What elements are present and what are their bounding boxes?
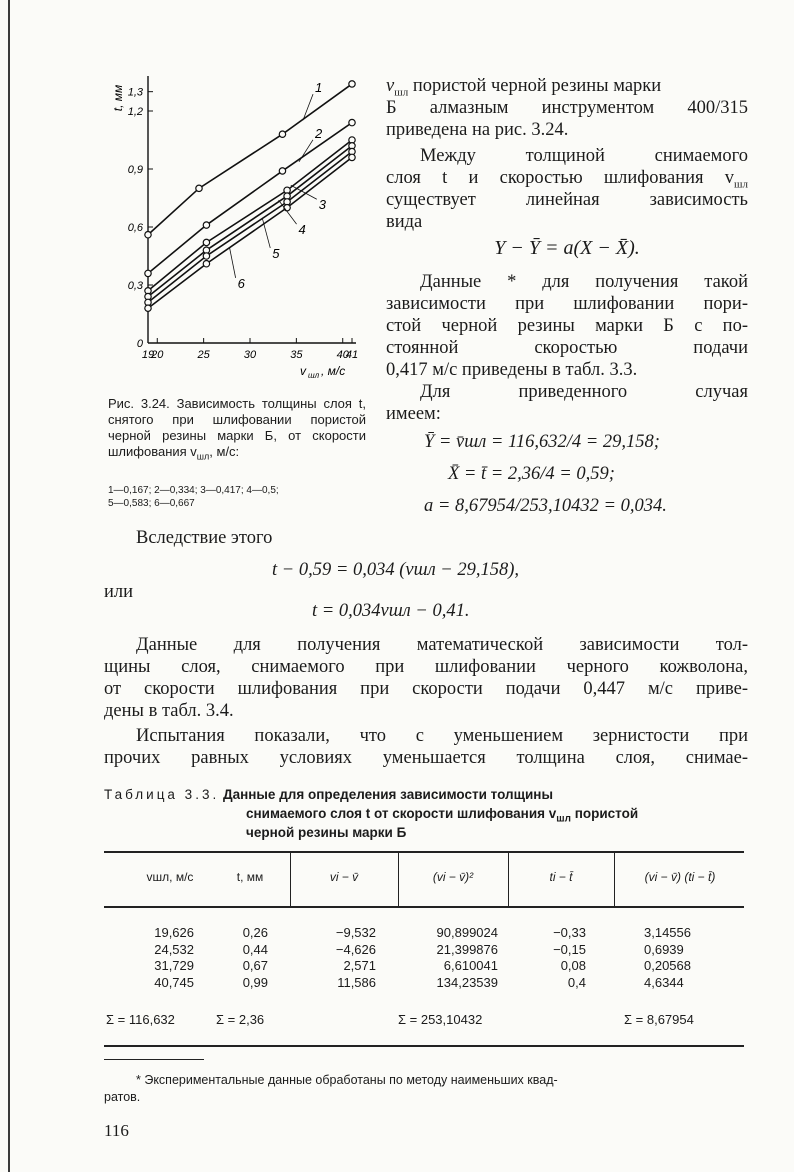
y-tick-label: 1,2	[127, 106, 143, 118]
table-cell: 0,20568	[644, 958, 691, 973]
body-line: или	[104, 582, 134, 602]
right-col-line: существует линейная зависимость	[386, 190, 748, 210]
data-point-1	[145, 232, 151, 238]
table-column-product	[644, 925, 708, 991]
table-header-cell: vшл, м/с	[146, 870, 194, 884]
x-tick-label: 30	[243, 349, 257, 361]
table-column-v	[130, 925, 194, 991]
data-point-2	[279, 168, 285, 174]
series-label-6: 6	[237, 275, 245, 291]
table-cell: 0,26	[242, 925, 268, 940]
data-point-5	[203, 253, 209, 259]
table-caption-line-3: черной резины марки Б	[246, 825, 407, 840]
equation-y-mean: Ȳ = v̄шл = 116,632/4 = 29,158;	[424, 432, 660, 452]
figure-legend-line-2: 5—0,583; 6—0,667	[108, 498, 195, 509]
table-caption-line-1: Таблица 3.3. Данные для определения зависимости толщины	[104, 787, 553, 802]
data-point-2	[349, 119, 355, 125]
x-tick-label: 41	[345, 349, 359, 361]
table-cell: 19,626	[154, 925, 194, 940]
table-header-cell: (vi − v̄)²	[432, 870, 474, 884]
x-tick-label: 19	[141, 349, 155, 361]
right-col-line: слоя t и скоростью шлифования $v_{шл}$	[386, 168, 748, 191]
y-axis-label: t, мм	[111, 84, 125, 112]
right-col-line: Для приведенного случая	[420, 382, 748, 402]
body-line: Данные для получения математической зависимости тол-	[136, 635, 748, 655]
table-header-rule	[104, 906, 744, 908]
table-sum-product: Σ = 8,67954	[624, 1012, 694, 1027]
table-divider	[290, 853, 291, 906]
y-tick-label: 0,9	[127, 164, 143, 176]
equation-x-mean: X̄ = t̄ = 2,36/4 = 0,59;	[448, 464, 615, 484]
series-line-3	[148, 140, 352, 291]
table-column-vdiff	[300, 925, 376, 991]
table-column-t	[226, 925, 268, 991]
page-number: 116	[104, 1121, 129, 1140]
x-axis-label: v	[300, 364, 306, 378]
table-cell: −4,626	[335, 941, 376, 957]
table-cell: 31,729	[154, 958, 194, 973]
series-label-1: 1	[315, 80, 323, 96]
table-cell: 0,44	[242, 941, 268, 957]
right-col-line: Между толщиной снимаемого	[420, 146, 748, 166]
table-cell: 40,745	[154, 974, 194, 990]
body-line: Испытания показали, что с уменьшением зернистости при	[136, 726, 748, 746]
table-sum-vdiff-sq: Σ = 253,10432	[398, 1012, 483, 1027]
footnote-line-2: ратов.	[104, 1090, 141, 1104]
table-cell: 2,571	[343, 958, 376, 973]
series-label-3: 3	[318, 197, 327, 213]
table-header-cell: t, мм	[236, 870, 264, 884]
table-bottom-rule	[104, 1045, 744, 1047]
right-col-line: зависимости при шлифовании пори-	[386, 294, 748, 314]
table-sum-t: Σ = 2,36	[216, 1012, 265, 1027]
x-tick-label: 40	[336, 349, 349, 361]
data-point-3	[203, 239, 209, 245]
y-tick-label: 0	[136, 338, 143, 350]
table-column-vdiff-sq	[408, 925, 498, 991]
table-cell: 0,4	[567, 974, 586, 990]
right-col-line: имеем:	[386, 404, 441, 424]
table-cell: −0,15	[553, 941, 586, 957]
series-line-4	[148, 146, 352, 297]
equation-t-2: t = 0,034vшл − 0,41.	[312, 601, 470, 621]
figure-legend-line-1: 1—0,167; 2—0,334; 3—0,417; 4—0,5;	[108, 485, 279, 496]
right-col-line: приведена на рис. 3.24.	[386, 120, 569, 140]
x-axis-label-subscript: шл	[308, 371, 320, 380]
table-cell: 3,14556	[644, 925, 691, 940]
table-sum-v: Σ = 116,632	[106, 1012, 175, 1027]
series-label-2: 2	[314, 125, 323, 141]
table-header-cell: ti − t̄	[549, 870, 573, 884]
series-label-5: 5	[272, 245, 280, 261]
series-line-6	[148, 157, 352, 308]
table-cell: 24,532	[154, 941, 194, 957]
data-point-6	[284, 204, 290, 210]
y-tick-label: 0,3	[127, 280, 143, 292]
right-col-line: $v_{шл}$ пористой черной резины марки	[386, 76, 662, 99]
data-point-6	[145, 305, 151, 311]
equation-t-1: t − 0,59 = 0,034 (vшл − 29,158),	[272, 560, 520, 580]
right-col-line: 0,417 м/с приведены в табл. 3.3.	[386, 360, 638, 380]
table-header-cell: vi − v̄	[329, 870, 359, 884]
page-binding-edge	[8, 0, 10, 1172]
table-cell: 134,23539	[436, 974, 498, 990]
data-point-6	[349, 154, 355, 160]
right-col-line: Данные * для получения такой	[420, 272, 748, 292]
data-point-1	[279, 131, 285, 137]
table-cell: 0,99	[242, 974, 268, 990]
table-divider	[508, 853, 509, 906]
body-line: прочих равных условиях уменьшается толщина слоя, снимае-	[104, 748, 748, 768]
body-line: от скорости шлифования при скорости подачи 0,447 м/с приве-	[104, 679, 748, 699]
table-cell: −9,532	[335, 925, 376, 940]
table-cell: 4,6344	[644, 974, 684, 990]
table-cell: −0,33	[553, 925, 586, 940]
right-col-line: стой черной резины марки Б с по-	[386, 316, 748, 336]
data-point-2	[203, 222, 209, 228]
body-line: дены в табл. 3.4.	[104, 701, 234, 721]
right-col-line: вида	[386, 212, 423, 232]
table-caption-line-2: снимаемого слоя t от скорости шлифования $v_{шл}$ пористой	[246, 806, 639, 825]
y-tick-label: 1,3	[127, 86, 143, 99]
footnote-rule	[104, 1059, 204, 1060]
body-line: Вследствие этого	[136, 528, 273, 548]
series-leader-6	[230, 248, 236, 278]
equation-a: a = 8,67954/253,10432 = 0,034.	[424, 496, 667, 516]
series-label-4: 4	[298, 222, 306, 238]
x-axis-label-unit: , м/с	[321, 364, 346, 378]
series-line-5	[148, 152, 352, 303]
table-cell: 21,399876	[436, 941, 498, 957]
x-tick-label: 25	[197, 349, 210, 361]
data-point-6	[203, 261, 209, 267]
table-cell: 0,67	[242, 958, 268, 973]
x-tick-label: 35	[290, 349, 303, 361]
table-cell: 0,08	[560, 958, 586, 973]
table-cell: 0,6939	[644, 941, 684, 957]
table-header-cell: (vi − v̄) (ti − t̄)	[644, 870, 716, 884]
table-divider	[614, 853, 615, 906]
table-cell: 6,610041	[443, 958, 498, 973]
body-line: щины слоя, снимаемого при шлифовании черного кожволона,	[104, 657, 748, 677]
figure-caption: Рис. 3.24. Зависимость толщины слоя t, снятого при шлифовании пористой черной резины марки Б, от скорости шлифования $v_{шл}$, м/с:	[108, 396, 366, 462]
footnote-line-1: * Экспериментальные данные обработаны по методу наименьших квад-	[136, 1073, 558, 1087]
figure-3-24-chart	[100, 60, 375, 390]
table-column-tdiff	[534, 925, 586, 991]
y-tick-label: 0,6	[127, 222, 143, 234]
data-point-2	[145, 270, 151, 276]
data-point-1	[349, 81, 355, 87]
right-col-line: стоянной скоростью подачи	[386, 338, 748, 358]
x-tick-label: 20	[151, 349, 164, 361]
right-col-line: Б алмазным инструментом 400/315	[386, 98, 748, 118]
table-top-rule	[104, 851, 744, 853]
table-cell: 11,586	[337, 974, 376, 990]
data-point-1	[196, 185, 202, 191]
table-divider	[398, 853, 399, 906]
formula-linear: Y − Ȳ = a(X − X̄).	[494, 237, 640, 259]
table-cell: 90,899024	[436, 925, 498, 940]
